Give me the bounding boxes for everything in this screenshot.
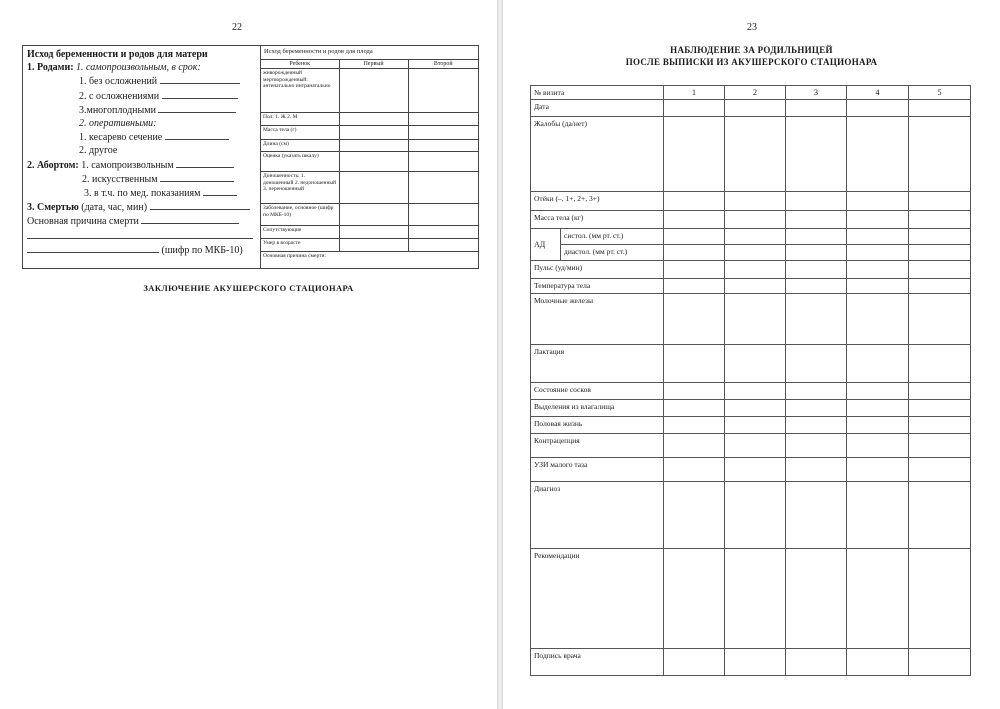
visit-5: 5 bbox=[909, 86, 971, 100]
icd-line: (шифр по МКБ-10) bbox=[27, 243, 256, 257]
mother-outcome-title: Исход беременности и родов для матери bbox=[27, 49, 208, 60]
cesarean-field[interactable] bbox=[165, 130, 229, 140]
row-doctor-signature: Подпись врача bbox=[531, 649, 971, 676]
fetus-row-disease: Заболевание, основное (шифр по МКБ-10) bbox=[261, 204, 478, 226]
row-ad-systolic bbox=[531, 229, 971, 245]
right-page bbox=[503, 0, 1000, 709]
fetus-row-birth-status: живорожденный мертворожденный: антенатально интранатально bbox=[261, 69, 478, 113]
row-sexual-life: Половая жизнь bbox=[531, 417, 971, 434]
main-cause-field[interactable] bbox=[141, 214, 239, 224]
observation-title bbox=[503, 44, 1000, 68]
ad-label: АД bbox=[531, 229, 561, 261]
cause-continued-field[interactable] bbox=[27, 229, 253, 239]
observation-title-line2: ПОСЛЕ ВЫПИСКИ ИЗ АКУШЕРСКОГО СТАЦИОНАРА bbox=[625, 57, 878, 67]
fetus-outcome-section bbox=[261, 46, 478, 268]
death-line: 3. Смертью (дата, час, мин) bbox=[27, 200, 256, 214]
abortion-induced-line: 2. искусственным bbox=[27, 172, 256, 186]
page-number-left: 22 bbox=[232, 22, 242, 33]
row-temperature: Температура тела bbox=[531, 279, 971, 294]
abortion-medical-line: 3. в т.ч. по мед. показаниям bbox=[27, 186, 256, 200]
row-diagnosis: Диагноз bbox=[531, 482, 971, 549]
fetus-title-row bbox=[261, 46, 478, 59]
row-discharge: Выделения из влагалища bbox=[531, 400, 971, 417]
fetus-row-sex: Пол: 1. Ж 2. М bbox=[261, 113, 478, 126]
multiple-field[interactable] bbox=[158, 103, 236, 113]
row-ultrasound: УЗИ малого таза bbox=[531, 458, 971, 482]
column-second: Второй bbox=[408, 59, 478, 69]
ad-diastolic-label: диастол. (мм рт. ст.) bbox=[561, 245, 664, 261]
row-lactation: Лактация bbox=[531, 345, 971, 383]
fetus-header-row bbox=[261, 59, 478, 69]
row-nipples: Состояние сосков bbox=[531, 383, 971, 400]
abortion-induced-field[interactable] bbox=[160, 172, 234, 182]
row-ad-diastolic bbox=[531, 245, 971, 261]
operative-line: 2. оперативными: bbox=[79, 118, 157, 130]
fetus-row-weight: Масса тела (г) bbox=[261, 126, 478, 140]
cesarean-line: 1. кесарево сечение bbox=[27, 130, 256, 144]
other-line: 2. другое bbox=[79, 145, 118, 157]
fetus-title: Исход беременности и родов для плода bbox=[261, 46, 478, 59]
row-edema: Отёки (–, 1+, 2+, 3+) bbox=[531, 192, 971, 211]
icd-code-field[interactable] bbox=[27, 243, 159, 253]
observation-table bbox=[530, 85, 971, 676]
visit-1: 1 bbox=[664, 86, 725, 100]
multiple-line: 3.многоплодными bbox=[27, 103, 256, 117]
page-number-right: 23 bbox=[747, 22, 757, 33]
visit-3: 3 bbox=[786, 86, 847, 100]
conclusion-heading: ЗАКЛЮЧЕНИЕ АКУШЕРСКОГО СТАЦИОНАРА bbox=[143, 283, 354, 293]
column-first: Первый bbox=[339, 59, 408, 69]
visit-4: 4 bbox=[847, 86, 909, 100]
fetus-row-died-age: Умер в возрасте bbox=[261, 239, 478, 252]
observation-title-line1: НАБЛЮДЕНИЕ ЗА РОДИЛЬНИЦЕЙ bbox=[670, 45, 833, 55]
mother-outcome-section bbox=[23, 46, 261, 268]
abortion-spont-field[interactable] bbox=[176, 158, 234, 168]
with-complications-field[interactable] bbox=[162, 89, 238, 99]
fetus-row-cause: Основная причина смерти: bbox=[261, 252, 478, 266]
column-child: Ребенок bbox=[261, 59, 339, 69]
visit-2: 2 bbox=[725, 86, 786, 100]
abortion-medical-field[interactable] bbox=[203, 186, 237, 196]
no-complications-line: 1. без осложнений bbox=[27, 74, 256, 88]
fetus-row-concomitant: Сопутствующие bbox=[261, 226, 478, 239]
abortion-line: 2. Абортом: 1. самопроизвольным bbox=[27, 158, 256, 172]
main-cause-line: Основная причина смерти bbox=[27, 214, 256, 228]
visit-number-row bbox=[531, 86, 971, 100]
row-breasts: Молочные железы bbox=[531, 294, 971, 345]
row-contraception: Контрацепция bbox=[531, 434, 971, 458]
visit-label: № визита bbox=[531, 86, 664, 100]
pregnancy-outcome-box bbox=[22, 45, 479, 269]
left-page bbox=[0, 0, 497, 709]
births-line: 1. Родами: 1. самопроизвольным, в срок: bbox=[27, 62, 201, 74]
ad-systolic-label: систол. (мм рт. ст.) bbox=[561, 229, 664, 245]
with-complications-line: 2. с осложнениями bbox=[27, 89, 256, 103]
row-recommendations: Рекомендации bbox=[531, 549, 971, 649]
fetus-outcome-table bbox=[261, 46, 478, 266]
row-body-mass: Масса тела (кг) bbox=[531, 211, 971, 229]
death-datetime-field[interactable] bbox=[150, 200, 250, 210]
no-complications-field[interactable] bbox=[160, 74, 240, 84]
row-pulse: Пульс (уд/мин) bbox=[531, 261, 971, 279]
fetus-row-length: Длина (см) bbox=[261, 140, 478, 152]
row-complaints: Жалобы (да/нет) bbox=[531, 117, 971, 192]
row-date: Дата bbox=[531, 100, 971, 117]
fetus-row-term: Доношенность: 1. доношенный 2. недоношенный 3. переношенный bbox=[261, 172, 478, 204]
fetus-row-score: Оценка (указать шкалу) bbox=[261, 152, 478, 172]
blank-line bbox=[27, 229, 256, 243]
